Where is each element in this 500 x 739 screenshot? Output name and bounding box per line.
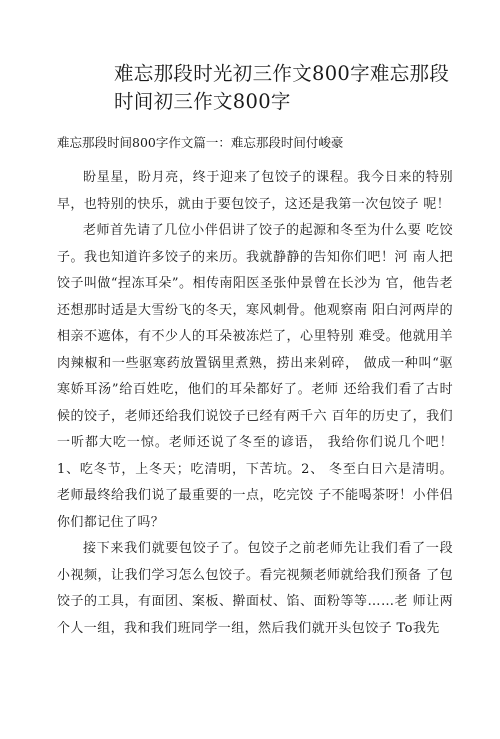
- document-subtitle: 难忘那段时间800字作文篇一：难忘那段时间付峻豪: [57, 135, 344, 150]
- paragraph: 老师首先请了几位小伴侣讲了饺子的起源和冬至为什么要 吃饺子。我也知道许多饺子的来历。我就静静的告知你们吧！河 南人把饺子叫做“捏冻耳朵”。相传南阳医圣张仲景曾在长沙为 官，他告老还想那时适是大雪纷飞的冬天，寒风刺骨。他观察南 阳白河两岸的相亲不遮体，有不少人的耳朵被冻烂了，心里特别 难受。他就用羊肉辣椒和一些驱寒药放置锅里煮熟，捞出来剁碎， 做成一种叫“驱寒娇耳汤”给百姓吃，他们的耳朵都好了。老师 还给我们看了古时候的饺子，老师还给我们说饺子已经有两千六 百年的历史了，我们一听都大吃一惊。老师还说了冬至的谚语， 我给你们说几个吧！1、吃冬节，上冬天；吃清明，下苦坑。2、 冬至白日六是清明。老师最终给我们说了最重要的一点，吃完饺 子不能喝茶呀！小伴侣你们都记住了吗？: [57, 223, 453, 530]
- paragraph: 接下来我们就要包饺子了。包饺子之前老师先让我们看了一段小视频，让我们学习怎么包饺子。看完视频老师就给我们预备 了包饺子的工具，有面团、案板、擀面杖、馅、面粉等等……老 师让两个人一组，我和我们班同学一组，然后我们就开头包饺子 To我先: [57, 541, 453, 636]
- paragraph: 盼星星，盼月亮，终于迎来了包饺子的课程。我今日来的特别早，也特别的快乐，就由于要包饺子，这还是我第一次包饺子 呢！: [57, 170, 453, 212]
- document-body: [57, 165, 453, 642]
- document-title: 难忘那段时光初三作文800字难忘那段时间初三作文800字: [114, 62, 450, 113]
